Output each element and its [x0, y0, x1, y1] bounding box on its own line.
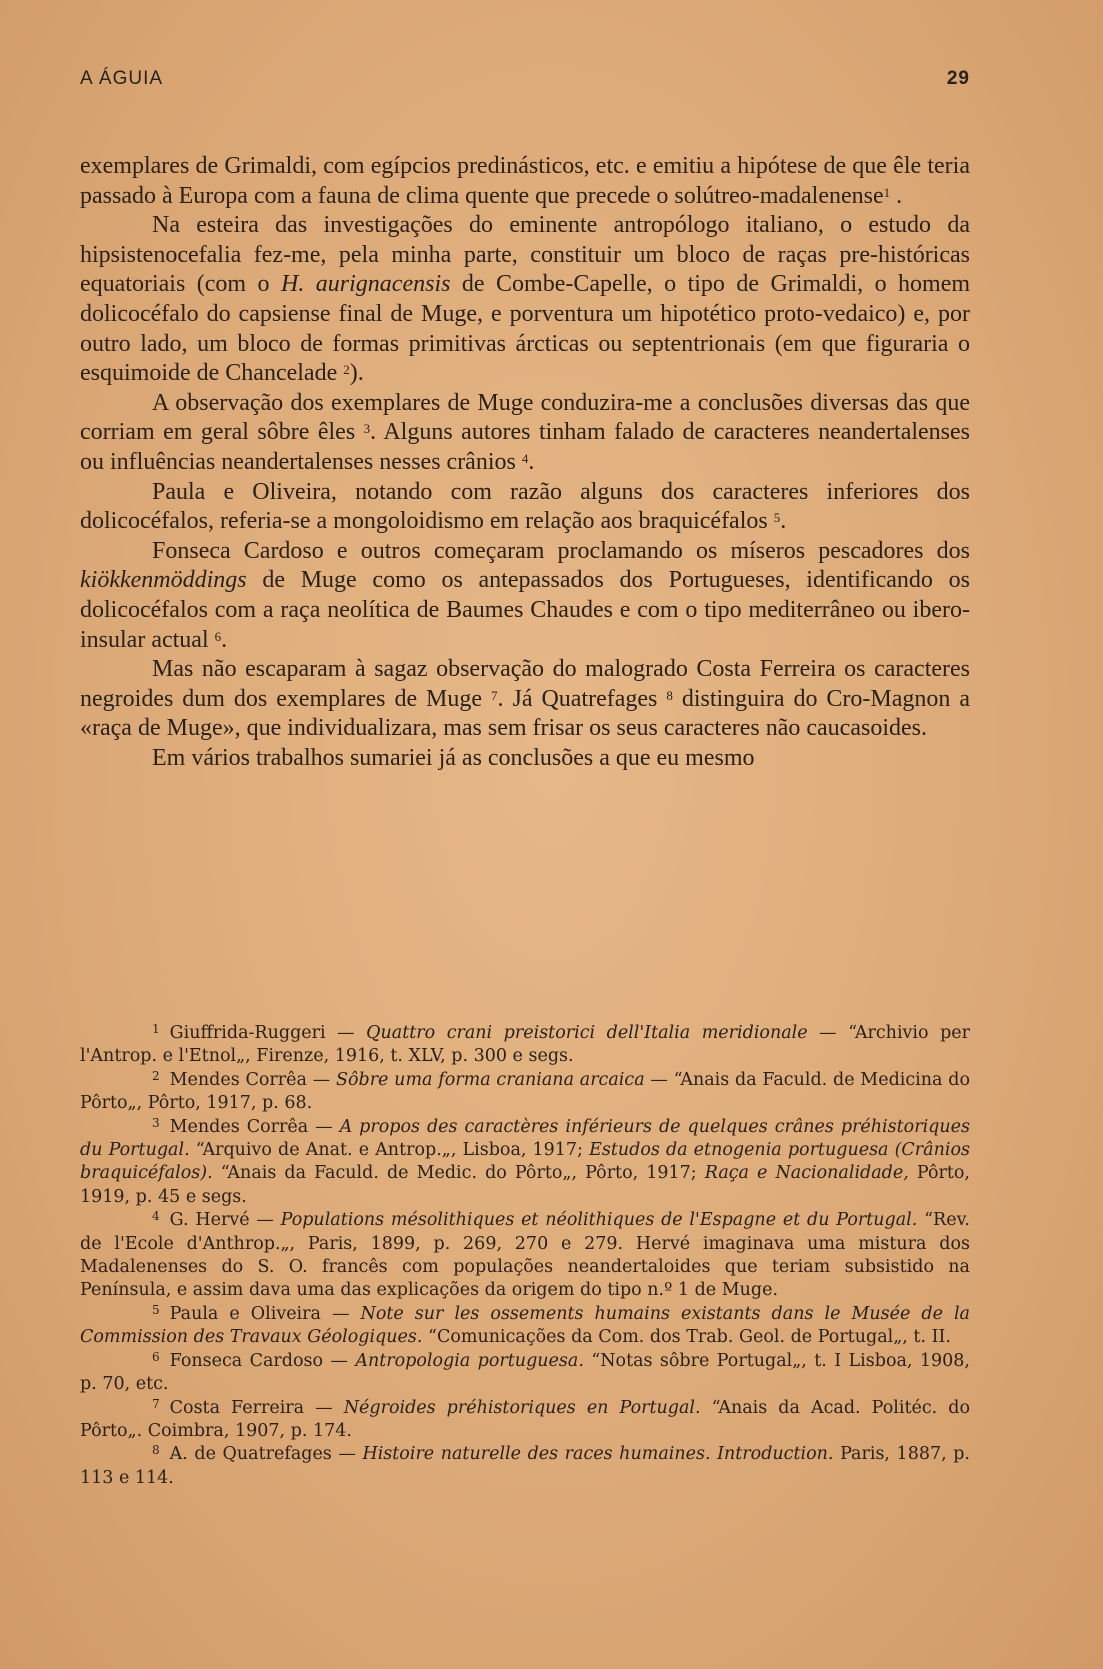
- paragraph: Fonseca Cardoso e outros começaram proclamando os míseros pescadores dos kiökkenmöddings de Muge como os antepassados dos Portugueses, identificando os dolicocéfalos com a raça neolítica de Baumes Chaudes e com o tipo mediterrâneo ou ibero-insular actual $^6$.: [80, 537, 970, 653]
- footnote-ref: 3: [363, 421, 371, 437]
- footnote-ref: 4: [521, 450, 529, 466]
- footnote: $^5$ Paula e Oliveira — Note sur les ossements humains existants dans le Musée de la Commission des Travaux Géologiques. “Comunicações da Com. dos Trab. Geol. de Portugal„, t. II.: [80, 1302, 970, 1348]
- paragraph: Na esteira das investigações do eminente antropólogo italiano, o estudo da hipsistenocefalia fez-me, pela minha parte, constituir um bloco de raças pre-históricas equatoriais (com o H. aurignacensis de Combe-Capelle, o tipo de Grimaldi, o homem dolicocéfalo do capsiense final de Muge, e porventura um hipotético proto-vedaico) e, por outro lado, um bloco de formas primitivas árcticas ou septentrionais (em que figuraria o esquimoide de Chancelade $^2$).: [80, 212, 971, 387]
- footnote-ref: 1: [883, 184, 891, 200]
- paragraph: A observação dos exemplares de Muge conduzira-me a conclusões diversas das que corriam em geral sôbre êles $^3$. Alguns autores tinham falado de caracteres neandertalenses ou influências neandertalenses nesses crânios $^4$.: [80, 389, 971, 475]
- main-text: [80, 152, 970, 773]
- paragraph: exemplares de Grimaldi, com egípcios predinásticos, etc. e emitiu a hipótese de que êle teria passado à Europa com a fauna de clima quente que precede o solútreo-madalenense$^1$ .: [80, 153, 970, 209]
- footnote-ref: 8: [666, 687, 673, 703]
- paragraph: Paula e Oliveira, notando com razão alguns dos caracteres inferiores dos dolicocéfalos, referia-se a mongoloidismo em relação aos braquicéfalos $^5$.: [80, 478, 970, 535]
- journal-title: A ÁGUIA: [80, 68, 164, 89]
- page-number: 29: [946, 68, 970, 89]
- footnote-ref: 6: [214, 628, 222, 644]
- book-page: [80, 0, 970, 1669]
- footnote: $^4$ G. Hervé — Populations mésolithiques et néolithiques de l'Espagne et du Portugal. “Rev. de l'Ecole d'Anthrop.„, Paris, 1899, p. 269, 270 e 279. Hervé imaginava uma mistura dos Madalenenses do S. O. francês com populações neandertaloides que teriam subsistido na Península, e assim dava uma das explicações da origem do tipo n.º 1 de Muge.: [80, 1209, 970, 1301]
- footnote: $^1$ Giuffrida-Ruggeri — Quattro crani preistorici dell'Italia meridionale — “Archivio per l'Antrop. e l'Etnol„, Firenze, 1916, t. XLV, p. 300 e segs.: [80, 1022, 970, 1067]
- footnote: $^2$ Mendes Corrêa — Sôbre uma forma craniana arcaica — “Anais da Faculd. de Medicina do Pôrto„, Pôrto, 1917, p. 68.: [80, 1068, 970, 1114]
- paragraph: Em vários trabalhos sumariei já as conclusões a que eu mesmo: [152, 744, 755, 771]
- footnote-ref: 5: [773, 510, 781, 526]
- footnotes: [80, 1022, 970, 1490]
- footnote: $^7$ Costa Ferreira — Négroides préhistoriques en Portugal. “Anais da Acad. Politéc. do Pôrto„. Coimbra, 1907, p. 174.: [80, 1396, 971, 1441]
- footnote-ref: 7: [491, 687, 498, 703]
- footnote: $^3$ Mendes Corrêa — A propos des caractères inférieurs de quelques crânes préhistoriques du Portugal. “Arquivo de Anat. e Antrop.„, Lisboa, 1917; Estudos da etnogenia portuguesa (Crânios braquicéfalos). “Anais da Faculd. de Medic. do Pôrto„, Pôrto, 1917; Raça e Nacionalidade, Pôrto, 1919, p. 45 e segs.: [80, 1115, 970, 1207]
- footnote: $^6$ Fonseca Cardoso — Antropologia portuguesa. “Notas sôbre Portugal„, t. I Lisboa, 1908, p. 70, etc.: [80, 1349, 970, 1395]
- footnote-ref: 2: [343, 362, 350, 378]
- footnote: $^8$ A. de Quatrefages — Histoire naturelle des races humaines. Introduction. Paris, 1887, p. 113 e 114.: [80, 1443, 970, 1488]
- paragraph: Mas não escaparam à sagaz observação do malogrado Costa Ferreira os caracteres negroides dum dos exemplares de Muge $^7$. Já Quatrefages $^8$ distinguira do Cro-Magnon a «raça de Muge», que individualizara, mas sem frisar os seus caracteres não caucasoides.: [80, 656, 971, 742]
